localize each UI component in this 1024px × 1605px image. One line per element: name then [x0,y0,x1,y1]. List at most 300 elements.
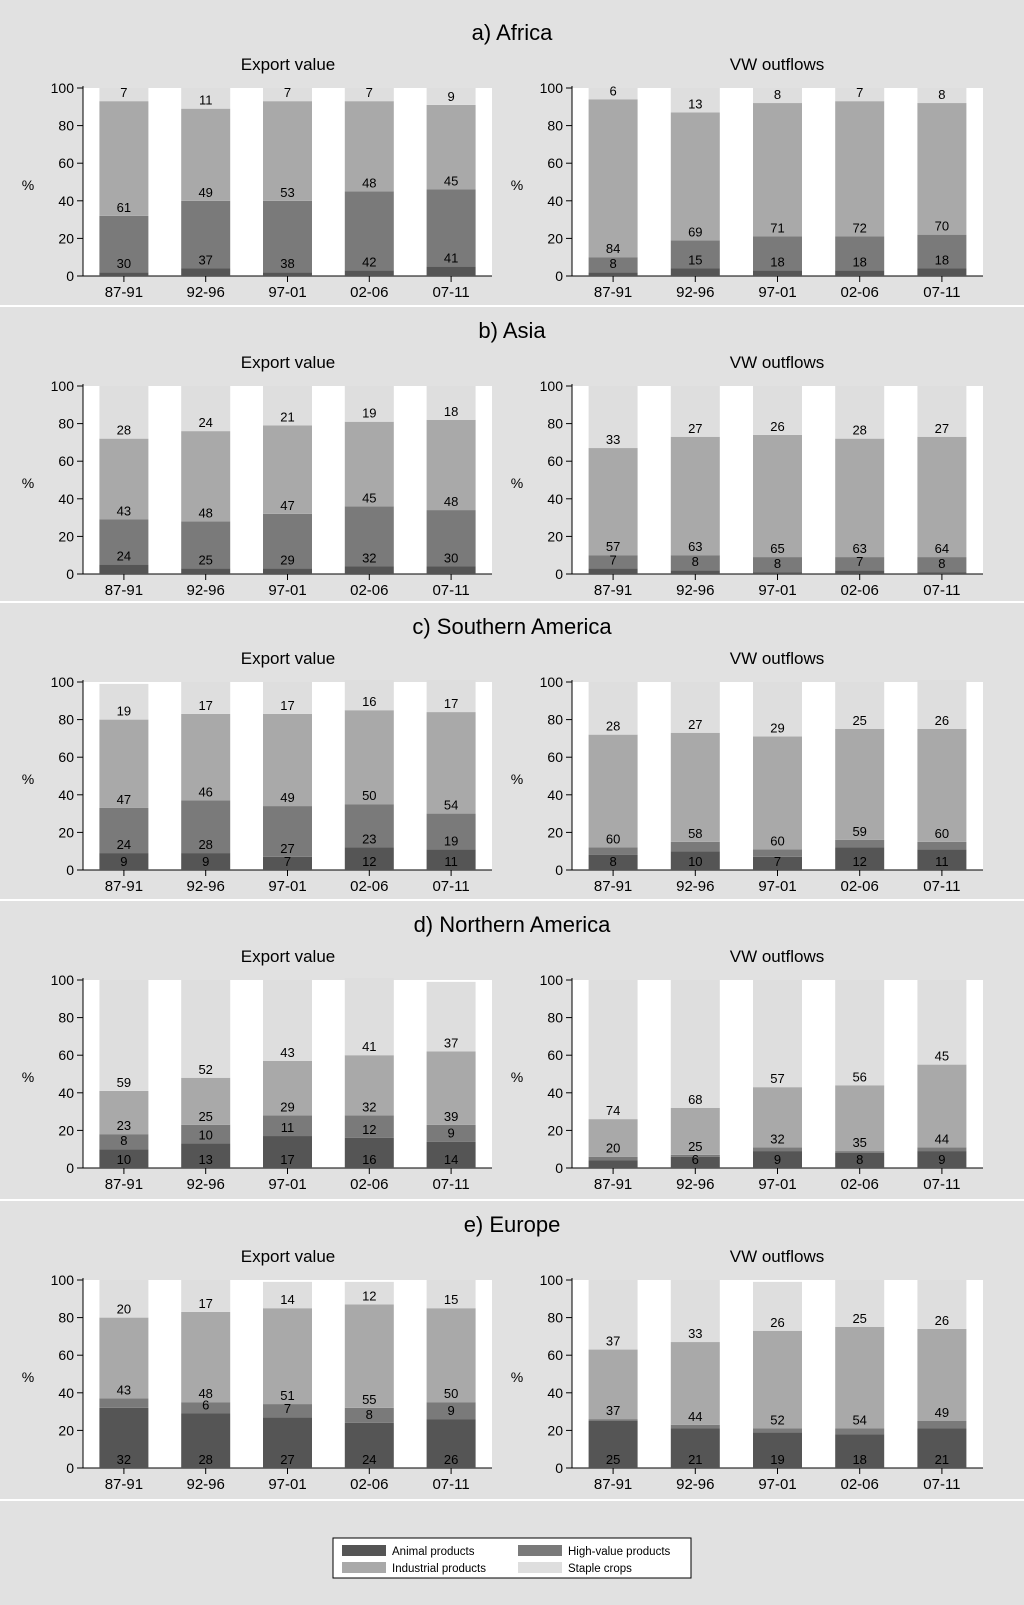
chart-title: Export value [240,353,336,372]
data-label: 47 [116,791,132,807]
y-tick-label: 40 [547,1384,563,1401]
bar-segment-high-value [835,840,884,848]
region-title: b) Asia [478,318,546,343]
y-tick-label: 20 [547,824,563,841]
y-tick-label: 0 [555,1160,563,1176]
bar-segment-industrial [99,101,148,216]
y-tick-label: 80 [547,117,563,134]
data-label: 19 [116,703,132,719]
y-tick-label: 60 [58,453,74,470]
data-label: 9 [938,1152,946,1167]
data-label: 18 [443,403,459,419]
legend-label-high-value: High-value products [568,1546,671,1558]
data-label: 9 [447,1125,455,1141]
data-label: 32 [362,1099,377,1115]
data-label: 7 [609,552,617,568]
bar-segment-animal [917,268,966,276]
y-tick-label: 20 [58,230,74,247]
data-label: 38 [280,256,295,272]
data-label: 20 [605,1140,621,1156]
data-label: 23 [116,1118,132,1134]
region-title: c) Southern America [412,614,612,639]
bar-segment-high-value [671,842,720,851]
data-label: 24 [116,837,132,853]
y-tick-label: 60 [547,453,563,470]
bar-segment-animal [427,566,476,574]
y-tick-label: 20 [58,1122,74,1139]
data-label: 58 [688,825,703,841]
data-label: 28 [116,422,132,438]
data-label: 8 [938,87,946,103]
legend-label-animal: Animal products [392,1546,475,1558]
data-label: 21 [688,1452,703,1467]
y-tick-label: 100 [50,80,74,96]
y-tick-label: 40 [58,786,74,803]
data-label: 21 [934,1452,950,1467]
data-label: 7 [283,854,292,869]
y-tick-label: 40 [547,786,563,803]
data-label: 84 [605,241,621,257]
y-tick-label: 100 [539,972,563,988]
data-label: 19 [443,833,459,849]
y-tick-label: 100 [539,378,563,394]
data-label: 18 [934,252,950,268]
y-tick-label: 20 [58,1422,74,1439]
y-tick-label: 40 [547,490,563,507]
y-axis-label: % [510,1369,524,1385]
x-tick-label: 92-96 [186,1176,225,1193]
y-tick-label: 100 [50,972,74,988]
y-tick-label: 100 [539,1272,563,1288]
chart-title: Export value [240,55,336,74]
data-label: 8 [120,1133,128,1149]
bar-segment-high-value [835,1429,884,1435]
data-label: 12 [362,1121,377,1137]
data-label: 25 [852,1311,867,1326]
data-label: 32 [362,550,377,566]
y-axis-label: % [510,475,524,491]
data-label: 27 [688,420,703,436]
y-tick-label: 40 [58,192,74,209]
y-tick-label: 20 [58,824,74,841]
data-label: 44 [934,1131,950,1147]
data-label: 68 [688,1091,703,1107]
x-tick-label: 97-01 [758,582,797,599]
data-label: 45 [934,1048,950,1064]
data-label: 24 [362,1452,377,1467]
bar-segment-animal [835,270,884,276]
y-tick-label: 0 [555,268,563,284]
bar-segment-animal [917,572,966,574]
data-label: 9 [773,1152,782,1167]
x-tick-label: 02-06 [350,582,389,599]
x-tick-label: 07-11 [432,878,470,895]
bar-segment-industrial [589,99,638,257]
y-tick-label: 60 [547,1047,563,1064]
x-tick-label: 07-11 [923,284,961,301]
data-label: 7 [283,1401,292,1417]
data-label: 7 [120,85,128,101]
x-tick-label: 87-91 [104,284,144,301]
data-label: 70 [934,218,950,234]
bar-segment-high-value [589,1419,638,1421]
data-label: 24 [198,415,213,431]
data-label: 15 [443,1292,459,1308]
data-label: 39 [443,1108,459,1124]
y-tick-label: 80 [547,1309,563,1326]
data-label: 64 [934,541,950,557]
data-label: 26 [934,713,950,728]
data-label: 19 [362,405,377,421]
data-label: 8 [691,554,699,570]
chart-title: Export value [240,947,336,966]
bar-segment-animal [589,568,638,574]
x-tick-label: 97-01 [268,878,307,895]
bar-segment-animal [753,270,802,276]
chart-panel-vw-outflows-3 [511,649,983,895]
data-label: 6 [609,83,617,99]
data-label: 47 [280,497,295,513]
bar-segment-animal [427,267,476,276]
data-label: 71 [770,220,785,236]
data-label: 25 [605,1452,621,1467]
y-tick-label: 60 [58,155,74,172]
y-tick-label: 100 [50,674,74,690]
data-label: 37 [443,1035,459,1051]
x-tick-label: 07-11 [432,1476,470,1493]
data-label: 63 [852,541,867,557]
data-label: 45 [443,173,459,189]
x-tick-label: 87-91 [104,1176,144,1193]
bar-segment-high-value [589,1157,638,1161]
y-tick-label: 20 [58,528,74,545]
y-axis-label: % [510,771,524,787]
x-tick-label: 92-96 [676,582,715,599]
y-tick-label: 100 [50,378,74,394]
data-label: 8 [773,87,782,103]
x-tick-label: 92-96 [676,878,715,895]
bar-segment-animal [589,272,638,276]
data-label: 74 [605,1103,621,1119]
x-tick-label: 97-01 [758,1176,797,1193]
data-label: 7 [773,854,782,869]
data-label: 27 [934,420,950,436]
bar-segment-animal [263,568,312,574]
data-label: 18 [852,254,867,270]
data-label: 61 [116,199,132,215]
x-tick-label: 92-96 [186,582,225,599]
x-tick-label: 87-91 [593,582,633,599]
y-tick-label: 0 [555,1460,563,1476]
data-label: 33 [688,1326,703,1342]
data-label: 16 [362,694,377,710]
bar-segment-industrial [917,103,966,235]
legend-label-staple: Staple crops [568,1563,632,1575]
y-tick-label: 60 [547,1347,563,1364]
data-label: 9 [202,854,210,869]
data-label: 48 [198,1386,213,1402]
data-label: 30 [116,256,132,272]
data-label: 7 [283,85,292,101]
data-label: 28 [198,837,213,853]
bar-segment-industrial [917,437,966,557]
x-tick-label: 92-96 [186,1476,225,1493]
bar-segment-animal [835,570,884,574]
x-tick-label: 07-11 [923,878,961,895]
bar-segment-animal [99,565,148,574]
bar-segment-industrial [753,435,802,557]
chart-title: VW outflows [729,353,825,372]
data-label: 60 [934,825,950,841]
x-tick-label: 97-01 [758,878,797,895]
x-tick-label: 87-91 [593,1476,633,1493]
bar-segment-animal [345,270,394,276]
data-label: 19 [770,1452,785,1467]
data-label: 57 [770,1071,785,1087]
data-label: 7 [856,554,864,570]
y-tick-label: 60 [58,749,74,766]
x-tick-label: 02-06 [840,582,879,599]
x-tick-label: 02-06 [840,284,879,301]
data-label: 37 [605,1333,621,1349]
data-label: 50 [443,1386,459,1402]
y-tick-label: 100 [539,80,563,96]
legend-box [333,1538,691,1578]
data-label: 54 [443,797,459,813]
bar-segment-industrial [671,112,720,240]
legend-swatch-high-value [518,1545,562,1556]
data-label: 6 [691,1152,699,1167]
x-tick-label: 97-01 [268,1476,307,1493]
y-tick-label: 40 [58,490,74,507]
x-tick-label: 97-01 [268,284,307,301]
bar-segment-high-value [671,1425,720,1429]
legend-swatch-industrial [342,1562,386,1573]
data-label: 27 [280,1452,295,1467]
data-label: 12 [852,854,867,869]
data-label: 18 [770,254,785,270]
data-label: 9 [447,1403,455,1419]
data-label: 50 [362,788,377,804]
y-tick-label: 80 [58,415,74,432]
bar-segment-high-value [917,1421,966,1429]
bar-segment-industrial [835,101,884,236]
x-tick-label: 97-01 [758,1476,797,1493]
data-label: 7 [365,85,373,101]
data-label: 52 [198,1061,213,1077]
data-label: 11 [444,854,458,869]
data-label: 37 [198,252,213,268]
data-label: 59 [852,823,867,839]
x-tick-label: 07-11 [432,1176,470,1193]
data-label: 41 [443,250,459,266]
x-tick-label: 92-96 [676,284,715,301]
data-label: 27 [280,840,295,856]
data-label: 25 [852,713,867,728]
data-label: 11 [280,1120,295,1136]
x-tick-label: 87-91 [104,1476,144,1493]
data-label: 26 [443,1452,459,1467]
data-label: 41 [362,1039,377,1055]
y-tick-label: 20 [547,528,563,545]
y-axis-label: % [510,1069,524,1085]
bar-segment-animal [181,568,230,574]
legend [333,1538,691,1578]
region-title: a) Africa [471,20,553,45]
y-tick-label: 20 [547,230,563,247]
data-label: 10 [198,1127,213,1143]
legend-label-industrial: Industrial products [392,1563,486,1575]
data-label: 28 [605,718,621,734]
data-label: 25 [198,552,213,568]
data-label: 26 [934,1312,950,1328]
x-tick-label: 92-96 [186,284,225,301]
data-label: 8 [609,854,617,869]
y-tick-label: 60 [58,1347,74,1364]
y-tick-label: 20 [547,1122,563,1139]
data-label: 8 [856,1152,864,1167]
x-tick-label: 07-11 [923,1476,961,1493]
x-tick-label: 92-96 [186,878,225,895]
legend-swatch-staple [518,1562,562,1573]
bar-segment-industrial [835,439,884,557]
data-label: 63 [688,539,703,555]
y-axis-label: % [21,1069,35,1085]
data-label: 29 [280,552,295,568]
data-label: 14 [443,1152,459,1167]
data-label: 9 [120,854,128,869]
y-tick-label: 40 [547,192,563,209]
data-label: 72 [852,220,867,236]
bar-segment-animal [99,272,148,276]
data-label: 26 [770,418,785,434]
data-label: 18 [852,1452,867,1467]
y-tick-label: 80 [547,415,563,432]
data-label: 17 [198,1295,213,1311]
data-label: 12 [362,854,377,869]
data-label: 59 [116,1074,132,1090]
y-tick-label: 100 [539,674,563,690]
data-label: 30 [443,550,459,566]
data-label: 48 [362,175,377,191]
x-tick-label: 07-11 [432,582,470,599]
data-label: 32 [116,1452,132,1467]
data-label: 15 [688,252,703,268]
y-tick-label: 80 [58,1309,74,1326]
data-label: 11 [935,854,949,869]
y-tick-label: 80 [547,711,563,728]
bar-segment-high-value [917,1147,966,1151]
y-tick-label: 0 [66,1460,74,1476]
x-tick-label: 92-96 [676,1476,715,1493]
chart-title: VW outflows [729,649,825,668]
data-label: 52 [770,1412,785,1428]
data-label: 43 [116,503,132,519]
bar-segment-animal [671,268,720,276]
y-tick-label: 80 [58,1009,74,1026]
data-label: 25 [688,1138,703,1154]
bar-segment-high-value [753,1147,802,1151]
data-label: 33 [605,432,621,448]
bar-segment-staple [589,980,638,1119]
x-tick-label: 07-11 [432,284,470,301]
chart-panel-vw-outflows-2 [511,353,983,599]
y-tick-label: 0 [555,862,563,878]
y-tick-label: 0 [66,268,74,284]
bar-segment-industrial [671,437,720,555]
data-label: 43 [280,1044,295,1060]
x-tick-label: 02-06 [840,878,879,895]
data-label: 35 [852,1135,867,1151]
y-tick-label: 0 [66,1160,74,1176]
data-label: 10 [116,1152,132,1167]
data-label: 49 [198,184,213,200]
y-tick-label: 60 [547,155,563,172]
y-tick-label: 40 [58,1384,74,1401]
data-label: 57 [605,539,621,555]
legend-swatch-animal [342,1545,386,1556]
data-label: 45 [362,490,377,506]
bar-segment-high-value [99,1398,148,1407]
data-label: 17 [198,697,213,713]
data-label: 11 [198,92,213,108]
bar-segment-staple [671,980,720,1108]
data-label: 65 [770,541,785,557]
y-tick-label: 80 [58,711,74,728]
x-tick-label: 87-91 [104,878,144,895]
x-tick-label: 07-11 [923,582,961,599]
data-label: 7 [856,85,864,101]
y-axis-label: % [510,177,524,193]
data-label: 44 [688,1408,703,1424]
x-tick-label: 02-06 [350,1176,389,1193]
data-label: 37 [605,1403,621,1419]
x-tick-label: 97-01 [268,1176,307,1193]
data-label: 60 [770,833,785,849]
y-tick-label: 80 [547,1009,563,1026]
data-label: 8 [773,556,782,572]
chart-title: Export value [240,1247,336,1266]
data-label: 17 [280,697,295,713]
x-tick-label: 07-11 [923,1176,961,1193]
data-label: 48 [198,505,213,521]
data-label: 60 [605,831,621,847]
data-label: 55 [362,1391,377,1407]
data-label: 56 [852,1069,867,1085]
chart-title: Export value [240,649,336,668]
x-tick-label: 02-06 [840,1176,879,1193]
data-label: 29 [280,1099,295,1115]
bar-segment-animal [263,272,312,276]
data-label: 17 [443,696,459,712]
data-label: 32 [770,1131,785,1147]
data-label: 20 [116,1301,132,1317]
data-label: 21 [280,409,295,425]
data-label: 12 [362,1288,377,1304]
chart-title: VW outflows [729,947,825,966]
data-label: 49 [280,790,295,806]
x-tick-label: 02-06 [350,878,389,895]
chart-title: VW outflows [729,55,825,74]
data-label: 43 [116,1382,132,1398]
data-label: 13 [688,96,703,112]
x-tick-label: 87-91 [104,582,144,599]
y-axis-label: % [21,771,35,787]
region-title: d) Northern America [413,912,611,937]
data-label: 27 [688,716,703,732]
data-label: 46 [198,784,213,800]
data-label: 10 [688,854,703,869]
